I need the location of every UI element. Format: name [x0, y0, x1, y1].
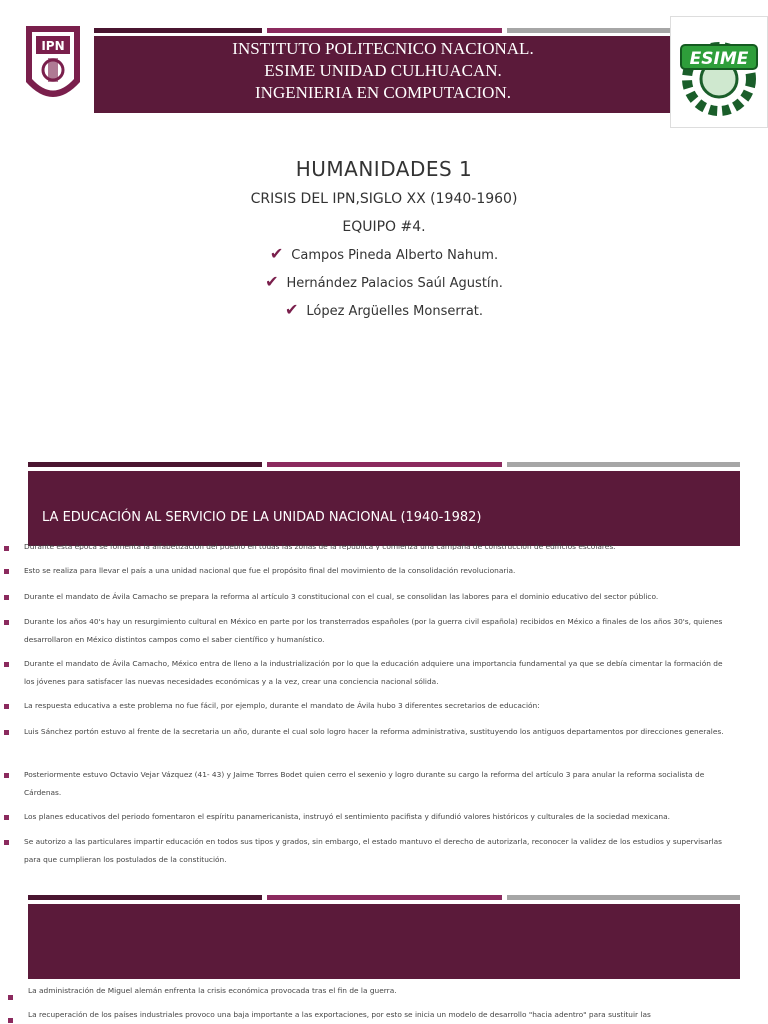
bullet-text: Luis Sánchez portón estuvo al frente de la secretaria un año, durante el cual solo logro hacer la reforma administrativa, sustituyendo los antiguos departamentos por direcciones generales.: [24, 727, 724, 736]
ipn-logo: [20, 22, 86, 114]
institution-line1: INSTITUTO POLITECNICO NACIONAL.: [232, 39, 534, 58]
section-banner: [28, 471, 740, 546]
member-item: [0, 300, 768, 319]
course-title: HUMANIDADES 1: [295, 157, 473, 181]
institution-line2: ESIME UNIDAD CULHUACAN.: [264, 61, 502, 80]
esime-logo-icon: [671, 17, 767, 127]
member-name: López Argüelles Monserrat.: [306, 304, 484, 319]
check-icon: ✔: [269, 244, 284, 263]
esime-logo: [670, 16, 768, 128]
stripe-mid: [267, 895, 502, 900]
bullet-text: Posteriormente estuvo Octavio Vejar Vázquez (41- 43) y Jaime Torres Bodet quien cerro el sexenio y logro durante su cargo la reforma del artículo 3 para anular la reforma socialista de Cárdenas.: [24, 770, 705, 797]
bullet-square-icon: [4, 546, 9, 551]
institution-heading: [94, 38, 672, 104]
stripe-gray: [507, 28, 672, 33]
bullet-square-icon: [8, 995, 13, 1000]
stripe-mid: [267, 462, 502, 467]
bullet-text: Durante los años 40's hay un resurgimiento cultural en México en parte por los transterrados españoles (por la guerra civil española) recibidos en México a finales de los años 30's, quienes desarrollaron en México distintos campos como el saber científico y humanístico.: [24, 617, 723, 644]
section-title: LA EDUCACIÓN AL SERVICIO DE LA UNIDAD NACIONAL (1940-1982): [42, 510, 482, 525]
bullet-square-icon: [4, 595, 9, 600]
member-name: Hernández Palacios Saúl Agustín.: [286, 276, 503, 291]
bullet-square-icon: [4, 815, 9, 820]
bullet-square-icon: [4, 662, 9, 667]
esime-logo-text: ESIME: [689, 49, 749, 69]
ipn-logo-text: IPN: [41, 39, 65, 53]
bullet-text: Los planes educativos del periodo fomentaron el espíritu panamericanista, instruyó el sentimiento pacifista y difundió valores históricos y culturales de la sociedad mexicana.: [24, 812, 670, 821]
bullet-square-icon: [4, 840, 9, 845]
bullet-text: Durante esta época se fomenta la alfabetización del pueblo en todas las zonas de la república y comienza una campaña de construcción de edificios escolares.: [24, 542, 616, 550]
check-icon: ✔: [284, 300, 299, 319]
team-label: EQUIPO #4.: [342, 219, 426, 235]
ipn-logo-icon: [20, 22, 86, 114]
check-icon: ✔: [265, 272, 279, 291]
stripe-gray: [507, 895, 740, 900]
member-name: Campos Pineda Alberto Nahum.: [291, 248, 499, 263]
section-banner: [28, 904, 740, 979]
bullet-square-icon: [8, 1018, 13, 1023]
bullet-square-icon: [4, 773, 9, 778]
bullet-text: Esto se realiza para llevar el país a una unidad nacional que fue el propósito final del movimiento de la consolidación revolucionaria.: [24, 566, 516, 575]
bullet-text: La administración de Miguel alemán enfrenta la crisis económica provocada tras el fin de la guerra.: [28, 986, 397, 995]
topic-subtitle: CRISIS DEL IPN,SIGLO XX (1940-1960): [250, 191, 518, 207]
bullet-text: Durante el mandato de Ávila Camacho, México entra de lleno a la industrialización por lo que la educación adquiere una importancia fundamental ya que se debía cimentar la formación de los jóvenes para satisfacer las nuevas necesidades económicas y a la vez, crear una conciencia nacional sólida.: [24, 659, 723, 686]
bullet-text: La recuperación de los países industriales provoco una baja importante a las exportaciones, por esto se inicia un modelo de desarrollo "hacia adentro" para sustituir las: [28, 1010, 651, 1019]
member-item: [0, 272, 768, 291]
stripe-dark: [94, 28, 262, 33]
bullet-square-icon: [4, 704, 9, 709]
bullet-square-icon: [4, 620, 9, 625]
bullet-square-icon: [4, 730, 9, 735]
bullet-text: Durante el mandato de Ávila Camacho se prepara la reforma al artículo 3 constitucional con el cual, se consolidan las labores para el dominio educativo del sector público.: [24, 592, 659, 601]
stripe-dark: [28, 895, 262, 900]
stripe-mid: [267, 28, 502, 33]
stripe-dark: [28, 462, 262, 467]
member-item: [0, 244, 768, 263]
bullet-text: La respuesta educativa a este problema no fue fácil, por ejemplo, durante el mandato de Ávila hubo 3 diferentes secretarios de educación:: [24, 701, 540, 710]
bullet-text: Se autorizo a las particulares impartir educación en todos sus tipos y grados, sin embargo, el estado mantuvo el derecho de autorizarla, reconocer la validez de los estudios y supervisarlas para que cumplieran los postulados de la constitución.: [24, 837, 722, 864]
bullet-square-icon: [4, 569, 9, 574]
stripe-gray: [507, 462, 740, 467]
institution-line3: INGENIERIA EN COMPUTACION.: [255, 83, 511, 102]
